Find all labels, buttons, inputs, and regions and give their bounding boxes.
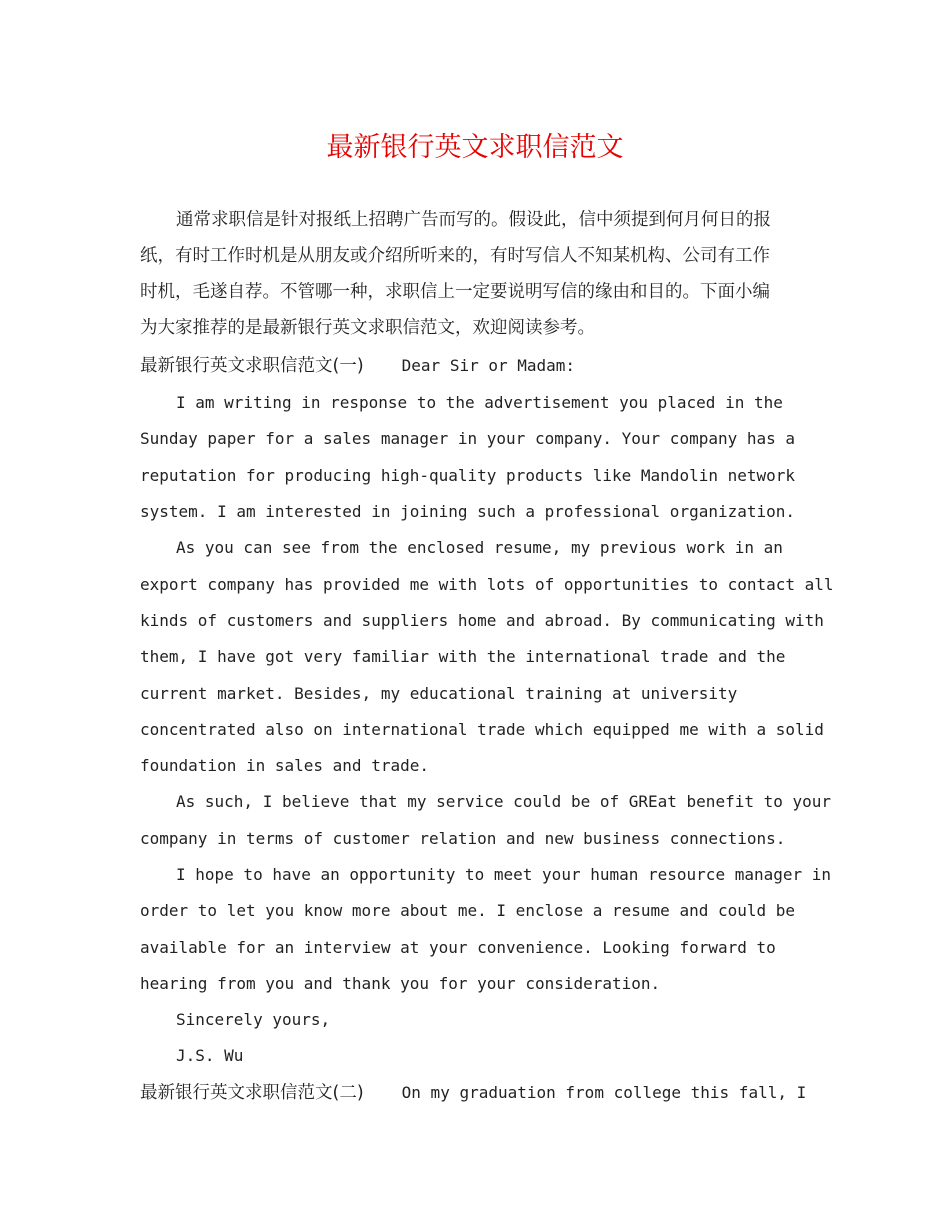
letter1-heading-row <box>140 348 575 384</box>
letter1-line: I am writing in response to the advertisement you placed in the <box>176 393 783 412</box>
letter1-line: current market. Besides, my educational training at university <box>140 684 738 703</box>
letter1-line: them, I have got very familiar with the international trade and the <box>140 647 786 666</box>
letter2-heading: 最新银行英文求职信范文(二) <box>140 1083 364 1103</box>
letter1-line: reputation for producing high-quality products like Mandolin network <box>140 466 796 485</box>
document-title: 最新银行英文求职信范文 <box>326 132 624 163</box>
letter1-closing: Sincerely yours, <box>176 1010 331 1029</box>
letter1-signature: J.S. Wu <box>176 1046 244 1065</box>
letter1-line: As you can see from the enclosed resume, my previous work in an <box>176 538 783 557</box>
letter1-line: concentrated also on international trade which equipped me with a solid <box>140 720 824 739</box>
letter1-line: export company has provided me with lots of opportunities to contact all <box>140 575 834 594</box>
letter1-line: As such, I believe that my service could be of GREat benefit to your <box>176 792 832 811</box>
intro-line-2: 纸，有时工作时机是从朋友或介绍所听来的，有时写信人不知某机构、公司有工作 <box>140 246 770 266</box>
letter1-heading: 最新银行英文求职信范文(一) <box>140 356 364 376</box>
letter1-line: I hope to have an opportunity to meet your human resource manager in <box>176 865 832 884</box>
letter1-line: available for an interview at your convenience. Looking forward to <box>140 938 776 957</box>
letter1-salutation: Dear Sir or Madam: <box>401 356 576 375</box>
intro-line-1: 通常求职信是针对报纸上招聘广告而写的。假设此，信中须提到何月何日的报 <box>176 210 771 230</box>
letter1-line: hearing from you and thank you for your consideration. <box>140 974 661 993</box>
letter2-heading-row <box>140 1075 806 1111</box>
letter1-line: kinds of customers and suppliers home and abroad. By communicating with <box>140 611 824 630</box>
letter1-line: system. I am interested in joining such a professional organization. <box>140 502 796 521</box>
letter1-line: order to let you know more about me. I enclose a resume and could be <box>140 901 796 920</box>
letter1-line: foundation in sales and trade. <box>140 756 429 775</box>
intro-line-3: 时机，毛遂自荐。不管哪一种，求职信上一定要说明写信的缘由和目的。下面小编 <box>140 282 770 302</box>
intro-line-4: 为大家推荐的是最新银行英文求职信范文，欢迎阅读参考。 <box>140 318 595 338</box>
letter1-line: company in terms of customer relation and new business connections. <box>140 829 786 848</box>
letter1-line: Sunday paper for a sales manager in your company. Your company has a <box>140 429 796 448</box>
letter2-first-line: On my graduation from college this fall, I <box>401 1083 807 1102</box>
